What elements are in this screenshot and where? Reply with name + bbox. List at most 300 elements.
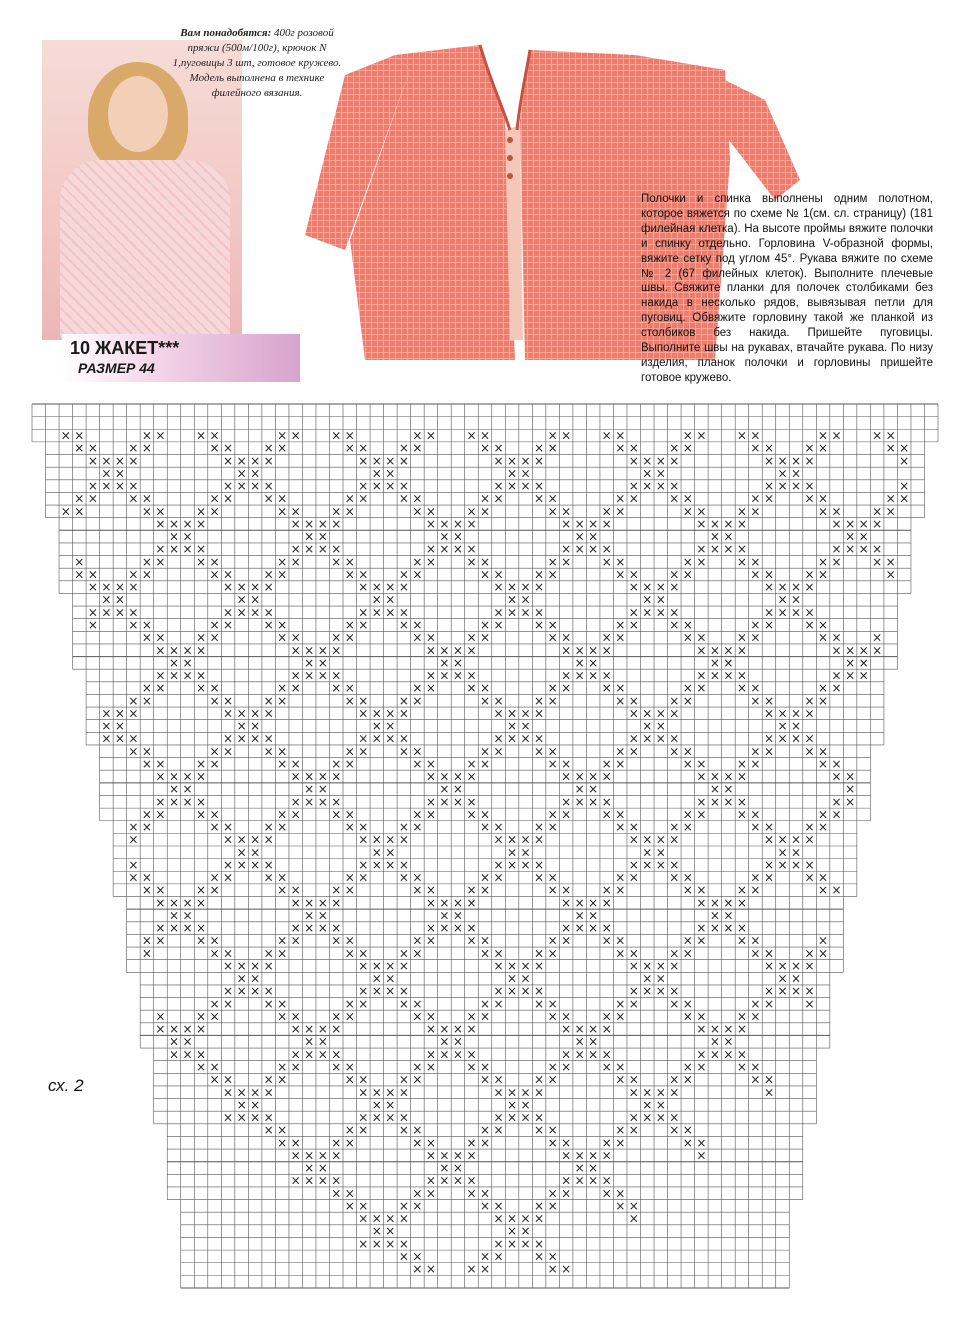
cross-stitch-symbol: × <box>709 794 720 809</box>
cross-stitch-symbol: × <box>452 782 463 797</box>
cross-stitch-symbol: × <box>317 529 328 544</box>
cross-stitch-symbol: × <box>182 769 193 784</box>
cross-stitch-symbol: × <box>493 832 504 847</box>
cross-stitch-symbol: × <box>236 857 247 872</box>
cross-stitch-symbol: × <box>277 491 288 506</box>
cross-stitch-symbol: × <box>385 731 396 746</box>
cross-stitch-symbol: × <box>385 605 396 620</box>
cross-stitch-symbol: × <box>709 908 720 923</box>
cross-stitch-symbol: × <box>425 542 436 557</box>
cross-stitch-symbol: × <box>723 794 734 809</box>
cross-stitch-symbol: × <box>507 453 518 468</box>
cross-stitch-symbol: × <box>74 567 85 582</box>
cross-stitch-symbol: × <box>615 820 626 835</box>
cross-stitch-symbol: × <box>195 630 207 645</box>
cross-stitch-symbol: × <box>74 554 85 569</box>
cross-stitch-symbol: × <box>669 857 680 872</box>
cross-stitch-symbol: × <box>885 554 896 569</box>
cross-stitch-symbol: × <box>872 428 883 443</box>
cross-stitch-symbol: × <box>709 668 720 683</box>
cross-stitch-symbol: × <box>750 996 761 1011</box>
cross-stitch-symbol: × <box>114 605 125 620</box>
cross-stitch-symbol: × <box>168 782 180 797</box>
cross-stitch-symbol: × <box>790 605 802 620</box>
cross-stitch-symbol: × <box>358 984 369 999</box>
cross-stitch-symbol: × <box>290 428 301 443</box>
cross-stitch-symbol: × <box>412 428 423 443</box>
cross-stitch-symbol: × <box>155 630 166 645</box>
cross-stitch-symbol: × <box>358 820 369 835</box>
cross-stitch-symbol: × <box>628 984 639 999</box>
cross-stitch-symbol: × <box>250 605 261 620</box>
cross-stitch-symbol: × <box>385 984 396 999</box>
cross-stitch-symbol: × <box>344 933 355 948</box>
cross-stitch-symbol: × <box>682 504 693 519</box>
cross-stitch-symbol: × <box>574 542 585 557</box>
cross-stitch-symbol: × <box>804 870 815 885</box>
cross-stitch-symbol: × <box>493 984 504 999</box>
cross-stitch-symbol: × <box>682 491 693 506</box>
cross-stitch-symbol: × <box>223 857 234 872</box>
cross-stitch-symbol: × <box>669 946 680 961</box>
cross-stitch-symbol: × <box>790 731 802 746</box>
cross-stitch-symbol: × <box>344 681 355 696</box>
cross-stitch-symbol: × <box>101 592 112 607</box>
cross-stitch-symbol: × <box>317 668 328 683</box>
cross-stitch-symbol: × <box>561 643 572 658</box>
cross-stitch-symbol: × <box>412 756 423 771</box>
cross-stitch-symbol: × <box>128 618 139 632</box>
cross-stitch-symbol: × <box>628 453 639 468</box>
cross-stitch-symbol: × <box>547 567 558 582</box>
cross-stitch-symbol: × <box>128 857 139 872</box>
cross-stitch-symbol: × <box>398 832 409 847</box>
cross-stitch-symbol: × <box>561 933 572 948</box>
cross-stitch-symbol: × <box>804 693 815 708</box>
cross-stitch-symbol: × <box>128 580 139 595</box>
cross-stitch-symbol: × <box>358 857 369 872</box>
cross-stitch-symbol: × <box>358 832 369 847</box>
cross-stitch-symbol: × <box>601 921 612 936</box>
cross-stitch-symbol: × <box>195 554 207 569</box>
cross-stitch-symbol: × <box>655 466 666 481</box>
instructions-text: Полочки и спинка выполнены одним полотном, которое вяжется по схеме № 1(см. сл. страницу) (181 филейная клетка). На высоте проймы вяжите полочки и спинку отдельно. Горловина V-образной формы, вяжите сетку под углом 45°. Рукава вяжите по схеме № 2 (67 филейных клеток). Выполните плечевые швы. Свяжите планки для полочек столбиками без накида в несколько рядов, вывязывая петли для пуговиц. Обвяжите горловину такой же планкой из столбиков без накида. Пришейте пуговицы. Выполните швы на рукавах, втачайте рукава. По низу изделия, планок полочки и горловины пришейте готовое кружево. <box>641 193 933 384</box>
cross-stitch-symbol: × <box>588 769 599 784</box>
cross-stitch-symbol: × <box>141 681 152 696</box>
cross-stitch-symbol: × <box>398 693 409 708</box>
cross-stitch-symbol: × <box>263 820 274 835</box>
cross-stitch-symbol: × <box>669 744 680 759</box>
cross-stitch-symbol: × <box>507 857 518 872</box>
cross-stitch-symbol: × <box>845 782 856 797</box>
cross-stitch-symbol: × <box>831 807 842 822</box>
cross-stitch-symbol: × <box>858 542 869 557</box>
cross-stitch-symbol: × <box>128 605 139 620</box>
cross-stitch-symbol: × <box>358 479 369 494</box>
cross-stitch-symbol: × <box>371 984 382 999</box>
cross-stitch-symbol: × <box>696 504 707 519</box>
cross-stitch-symbol: × <box>723 895 734 910</box>
cross-stitch-symbol: × <box>398 706 409 721</box>
cross-stitch-symbol: × <box>507 605 518 620</box>
cross-stitch-symbol: × <box>452 794 463 809</box>
cross-stitch-symbol: × <box>493 870 504 885</box>
cross-stitch-symbol: × <box>114 592 125 607</box>
cross-stitch-symbol: × <box>858 668 869 683</box>
cross-stitch-symbol: × <box>344 504 355 519</box>
cross-stitch-symbol: × <box>804 958 815 973</box>
cross-stitch-symbol: × <box>398 820 409 835</box>
cross-stitch-symbol: × <box>588 908 599 923</box>
cross-stitch-symbol: × <box>425 630 436 645</box>
cross-stitch-symbol: × <box>223 479 234 494</box>
cross-stitch-symbol: × <box>682 996 693 1011</box>
cross-stitch-symbol: × <box>250 731 261 746</box>
cross-stitch-symbol: × <box>682 681 693 696</box>
cross-stitch-symbol: × <box>452 769 463 784</box>
cross-stitch-symbol: × <box>344 820 355 835</box>
cross-stitch-symbol: × <box>466 643 477 658</box>
cross-stitch-symbol: × <box>141 441 152 456</box>
cross-stitch-symbol: × <box>574 908 585 923</box>
cross-stitch-symbol: × <box>331 807 342 822</box>
cross-stitch-symbol: × <box>831 428 842 443</box>
cross-stitch-symbol: × <box>601 516 612 531</box>
cross-stitch-symbol: × <box>736 643 747 658</box>
cross-stitch-symbol: × <box>804 946 815 961</box>
cross-stitch-symbol: × <box>669 984 680 999</box>
cross-stitch-symbol: × <box>696 516 707 531</box>
cross-stitch-symbol: × <box>155 542 166 557</box>
cross-stitch-symbol: × <box>628 479 639 494</box>
cross-stitch-symbol: × <box>763 479 775 494</box>
cross-stitch-symbol: × <box>790 479 802 494</box>
cross-stitch-symbol: × <box>818 933 829 948</box>
cross-stitch-symbol: × <box>818 441 829 456</box>
cross-stitch-symbol: × <box>818 554 829 569</box>
cross-stitch-symbol: × <box>155 428 166 443</box>
cross-stitch-symbol: × <box>466 681 477 696</box>
cross-stitch-symbol: × <box>250 719 261 734</box>
cross-stitch-symbol: × <box>818 883 829 898</box>
cross-stitch-symbol: × <box>128 491 139 506</box>
chart-label: сх. 2 <box>48 1076 84 1095</box>
cross-stitch-symbol: × <box>385 580 396 595</box>
cross-stitch-symbol: × <box>736 794 747 809</box>
cross-stitch-symbol: × <box>669 870 680 885</box>
cross-stitch-symbol: × <box>209 567 220 582</box>
cross-stitch-symbol: × <box>615 441 626 456</box>
cross-stitch-symbol: × <box>371 605 382 620</box>
cross-stitch-symbol: × <box>534 567 545 582</box>
cross-stitch-symbol: × <box>168 643 180 658</box>
cross-stitch-symbol: × <box>439 529 450 544</box>
cross-stitch-symbol: × <box>588 529 599 544</box>
cross-stitch-symbol: × <box>696 428 707 443</box>
cross-stitch-symbol: × <box>128 832 139 847</box>
cross-stitch-symbol: × <box>615 996 626 1011</box>
cross-stitch-symbol: × <box>155 807 166 822</box>
cross-stitch-symbol: × <box>277 996 288 1011</box>
cross-stitch-symbol: × <box>128 870 139 885</box>
cross-stitch-symbol: × <box>642 832 653 847</box>
cross-stitch-symbol: × <box>493 857 504 872</box>
cross-stitch-symbol: × <box>385 832 396 847</box>
cross-stitch-symbol: × <box>723 782 734 797</box>
cross-stitch-symbol: × <box>277 883 288 898</box>
cross-stitch-symbol: × <box>615 756 626 771</box>
cross-stitch-symbol: × <box>290 883 301 898</box>
cross-stitch-symbol: × <box>534 453 545 468</box>
cross-stitch-symbol: × <box>114 731 125 746</box>
cross-stitch-symbol: × <box>398 731 409 746</box>
cross-stitch-symbol: × <box>547 820 558 835</box>
cross-stitch-symbol: × <box>398 567 409 582</box>
cross-stitch-symbol: × <box>790 845 802 860</box>
cross-stitch-symbol: × <box>845 655 856 670</box>
cross-stitch-symbol: × <box>547 870 558 885</box>
cross-stitch-symbol: × <box>101 580 112 595</box>
cross-stitch-symbol: × <box>601 681 612 696</box>
cross-stitch-symbol: × <box>371 592 382 607</box>
cross-stitch-symbol: × <box>466 769 477 784</box>
cross-stitch-symbol: × <box>642 453 653 468</box>
cross-stitch-symbol: × <box>223 984 234 999</box>
cross-stitch-symbol: × <box>831 504 842 519</box>
cross-stitch-symbol: × <box>615 504 626 519</box>
cross-stitch-symbol: × <box>250 479 261 494</box>
cross-stitch-symbol: × <box>642 845 653 860</box>
cross-stitch-symbol: × <box>574 516 585 531</box>
cross-stitch-symbol: × <box>290 681 301 696</box>
cross-stitch-symbol: × <box>87 605 98 620</box>
cross-stitch-symbol: × <box>818 491 829 506</box>
cross-stitch-symbol: × <box>736 756 747 771</box>
cross-stitch-symbol: × <box>195 883 207 898</box>
cross-stitch-symbol: × <box>777 706 788 721</box>
cross-stitch-symbol: × <box>642 857 653 872</box>
cross-stitch-symbol: × <box>493 441 504 456</box>
cross-stitch-symbol: × <box>655 971 666 986</box>
cross-stitch-symbol: × <box>872 516 883 531</box>
cross-stitch-symbol: × <box>534 479 545 494</box>
cross-stitch-symbol: × <box>831 883 842 898</box>
cross-stitch-symbol: × <box>452 643 463 658</box>
cross-stitch-symbol: × <box>155 883 166 898</box>
cross-stitch-symbol: × <box>628 820 639 835</box>
cross-stitch-symbol: × <box>209 883 220 898</box>
cross-stitch-symbol: × <box>263 996 274 1011</box>
cross-stitch-symbol: × <box>155 668 166 683</box>
cross-stitch-symbol: × <box>331 921 342 936</box>
cross-stitch-symbol: × <box>223 731 234 746</box>
cross-stitch-symbol: × <box>534 832 545 847</box>
cross-stitch-symbol: × <box>412 946 423 961</box>
cross-stitch-symbol: × <box>804 731 815 746</box>
cross-stitch-symbol: × <box>655 845 666 860</box>
cross-stitch-symbol: × <box>534 605 545 620</box>
cross-stitch-symbol: × <box>371 580 382 595</box>
cross-stitch-symbol: × <box>128 453 139 468</box>
cross-stitch-symbol: × <box>858 655 869 670</box>
cross-stitch-symbol: × <box>425 428 436 443</box>
cross-stitch-symbol: × <box>534 618 545 632</box>
cross-stitch-symbol: × <box>818 681 829 696</box>
cross-stitch-symbol: × <box>628 958 639 973</box>
cross-stitch-symbol: × <box>412 630 423 645</box>
cross-stitch-symbol: × <box>588 794 599 809</box>
cross-stitch-symbol: × <box>493 491 504 506</box>
cross-stitch-symbol: × <box>601 794 612 809</box>
cross-stitch-symbol: × <box>250 857 261 872</box>
cross-stitch-symbol: × <box>250 958 261 973</box>
cross-stitch-symbol: × <box>223 491 234 506</box>
cross-stitch-symbol: × <box>682 630 693 645</box>
cross-stitch-symbol: × <box>250 706 261 721</box>
cross-stitch-symbol: × <box>858 643 869 658</box>
cross-stitch-symbol: × <box>114 479 125 494</box>
cross-stitch-symbol: × <box>304 794 315 809</box>
cross-stitch-symbol: × <box>818 504 829 519</box>
cross-stitch-symbol: × <box>358 580 369 595</box>
cross-stitch-symbol: × <box>209 807 220 822</box>
cross-stitch-symbol: × <box>398 491 409 506</box>
cross-stitch-symbol: × <box>507 466 518 481</box>
cross-stitch-symbol: × <box>763 618 775 632</box>
cross-stitch-symbol: × <box>858 516 869 531</box>
cross-stitch-symbol: × <box>790 580 802 595</box>
cross-stitch-symbol: × <box>804 832 815 847</box>
cross-stitch-symbol: × <box>87 491 98 506</box>
cross-stitch-symbol: × <box>452 668 463 683</box>
cross-stitch-symbol: × <box>777 605 788 620</box>
cross-stitch-symbol: × <box>141 946 152 961</box>
cross-stitch-symbol: × <box>439 895 450 910</box>
cross-stitch-symbol: × <box>588 668 599 683</box>
cross-stitch-symbol: × <box>385 706 396 721</box>
cross-stitch-symbol: × <box>371 719 382 734</box>
cross-stitch-symbol: × <box>371 971 382 986</box>
cross-stitch-symbol: × <box>263 605 274 620</box>
cross-stitch-symbol: × <box>479 567 491 582</box>
cross-stitch-symbol: × <box>479 618 491 632</box>
cross-stitch-symbol: × <box>818 946 829 961</box>
cross-stitch-symbol: × <box>669 820 680 835</box>
cross-stitch-symbol: × <box>642 466 653 481</box>
materials-lead: Вам понадобятся: <box>180 27 272 39</box>
cross-stitch-symbol: × <box>507 706 518 721</box>
cross-stitch-symbol: × <box>682 807 693 822</box>
materials-body: 400г розовой пряжи (500м/100г), крючок N 1,пуговицы 3 шт, готовое кружево. Модель выполнена в технике филейного вязания. <box>172 27 342 99</box>
cross-stitch-symbol: × <box>601 756 612 771</box>
cross-stitch-symbol: × <box>520 832 531 847</box>
cross-stitch-symbol: × <box>182 655 193 670</box>
cross-stitch-symbol: × <box>655 453 666 468</box>
cross-stitch-symbol: × <box>277 946 288 961</box>
cross-stitch-symbol: × <box>344 630 355 645</box>
cross-stitch-symbol: × <box>520 706 531 721</box>
cross-stitch-symbol: × <box>304 895 315 910</box>
cross-stitch-symbol: × <box>804 618 815 632</box>
cross-stitch-symbol: × <box>141 567 152 582</box>
cross-stitch-symbol: × <box>588 921 599 936</box>
cross-stitch-symbol: × <box>412 567 423 582</box>
cross-stitch-symbol: × <box>709 516 720 531</box>
cross-stitch-symbol: × <box>534 870 545 885</box>
cross-stitch-symbol: × <box>777 580 788 595</box>
cross-stitch-symbol: × <box>804 453 815 468</box>
cross-stitch-symbol: × <box>547 933 558 948</box>
cross-stitch-symbol: × <box>236 719 247 734</box>
cross-stitch-symbol: × <box>736 504 747 519</box>
cross-stitch-symbol: × <box>615 946 626 961</box>
cross-stitch-symbol: × <box>412 933 423 948</box>
cross-stitch-symbol: × <box>182 516 193 531</box>
cross-stitch-symbol: × <box>344 946 355 961</box>
cross-stitch-symbol: × <box>615 491 626 506</box>
cross-stitch-symbol: × <box>736 554 747 569</box>
cross-stitch-symbol: × <box>669 491 680 506</box>
cross-stitch-symbol: × <box>466 542 477 557</box>
cross-stitch-symbol: × <box>682 567 693 582</box>
cross-stitch-symbol: × <box>790 719 802 734</box>
cross-stitch-symbol: × <box>588 516 599 531</box>
cross-stitch-symbol: × <box>128 479 139 494</box>
cross-stitch-symbol: × <box>696 933 707 948</box>
cross-stitch-symbol: × <box>655 580 666 595</box>
cross-stitch-symbol: × <box>155 643 166 658</box>
cross-stitch-symbol: × <box>763 441 775 456</box>
cross-stitch-symbol: × <box>615 933 626 948</box>
cross-stitch-symbol: × <box>398 857 409 872</box>
cross-stitch-symbol: × <box>425 668 436 683</box>
cross-stitch-symbol: × <box>250 453 261 468</box>
cross-stitch-symbol: × <box>831 769 842 784</box>
cross-stitch-symbol: × <box>168 542 180 557</box>
cross-stitch-symbol: × <box>223 958 234 973</box>
cross-stitch-symbol: × <box>466 668 477 683</box>
cross-stitch-symbol: × <box>493 605 504 620</box>
cross-stitch-symbol: × <box>331 643 342 658</box>
cross-stitch-symbol: × <box>141 883 152 898</box>
cross-stitch-symbol: × <box>168 516 180 531</box>
cross-stitch-symbol: × <box>141 933 152 948</box>
cross-stitch-symbol: × <box>534 491 545 506</box>
cross-stitch-symbol: × <box>750 807 761 822</box>
cross-stitch-symbol: × <box>398 605 409 620</box>
cross-stitch-symbol: × <box>818 618 829 632</box>
cross-stitch-symbol: × <box>182 921 193 936</box>
cross-stitch-symbol: × <box>520 605 531 620</box>
cross-stitch-symbol: × <box>87 453 98 468</box>
cross-stitch-symbol: × <box>358 996 369 1011</box>
cross-stitch-symbol: × <box>615 630 626 645</box>
cross-stitch-symbol: × <box>763 996 775 1011</box>
cross-stitch-symbol: × <box>818 428 829 443</box>
cross-stitch-symbol: × <box>561 921 572 936</box>
cross-stitch-symbol: × <box>750 441 761 456</box>
cross-stitch-symbol: × <box>655 592 666 607</box>
cross-stitch-symbol: × <box>263 984 274 999</box>
cross-stitch-symbol: × <box>114 580 125 595</box>
cross-stitch-symbol: × <box>574 529 585 544</box>
cross-stitch-symbol: × <box>412 1009 423 1024</box>
cross-stitch-symbol: × <box>277 820 288 835</box>
cross-stitch-symbol: × <box>669 706 680 721</box>
cross-stitch-symbol: × <box>168 921 180 936</box>
cross-stitch-symbol: × <box>155 516 166 531</box>
cross-stitch-symbol: × <box>507 845 518 860</box>
